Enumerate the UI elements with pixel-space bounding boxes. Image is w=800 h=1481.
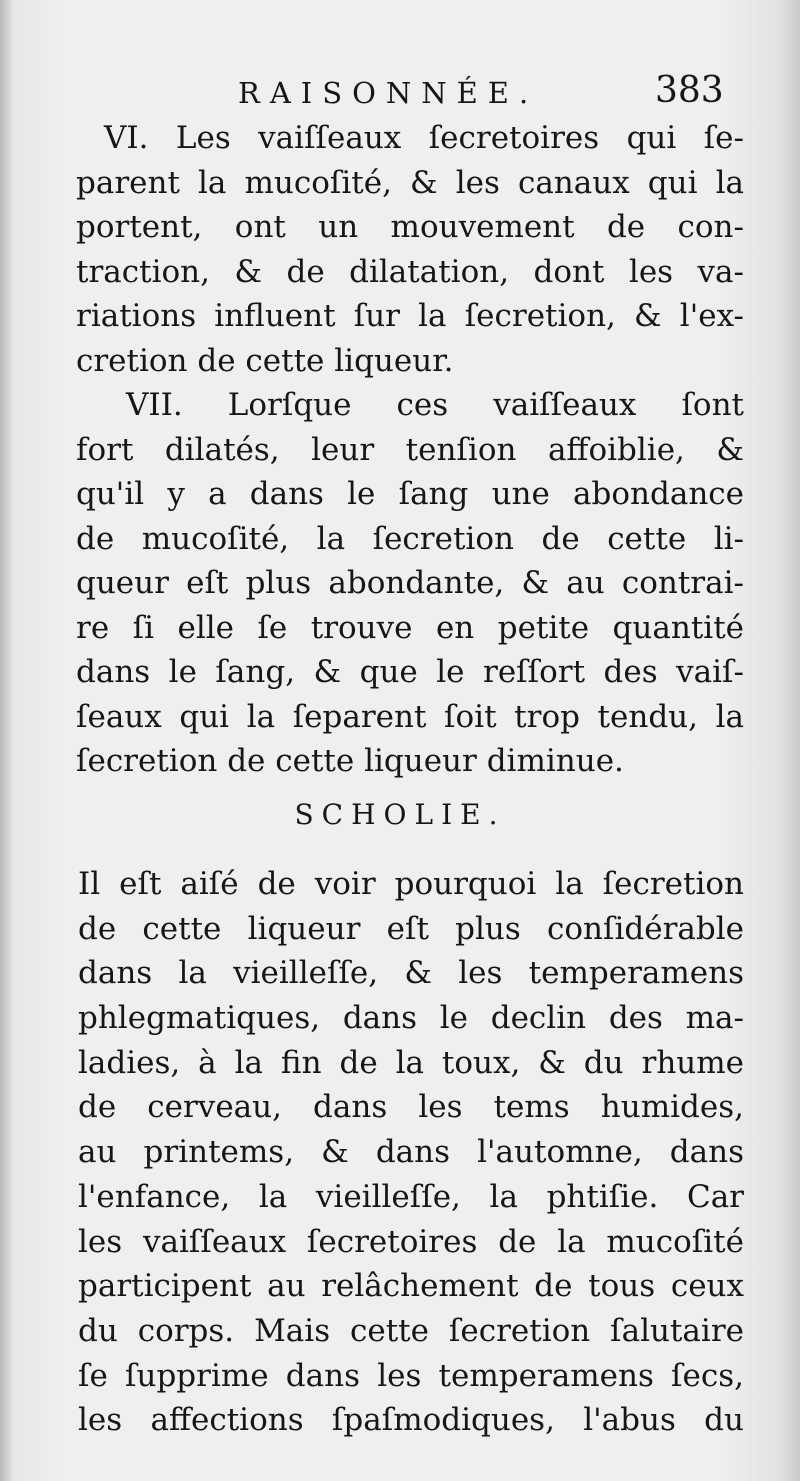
running-head-title: RAISONNÉE. [238,76,539,110]
text-line: VII. Lorſque ces vaiſſeaux ſont [126,387,744,423]
text-line: les affections ſpaſmodiques, l'abus du [78,1402,744,1439]
text-line: les vaiſſeaux ſecretoires de la mucoſité [78,1223,744,1260]
paragraph-vii [76,383,744,784]
text-line: ladies, à la fin de la toux, & du rhume [78,1044,744,1081]
text-line: participent au relâchement de tous ceux [78,1268,744,1305]
text-line: Il eſt aiſé de voir pourquoi la ſecretion [78,866,744,902]
section-heading: SCHOLIE. [294,798,506,831]
text-line: ſe ſupprime dans les temperamens ſecs, [78,1357,744,1394]
scholie-text [78,862,744,1443]
body-text [76,116,744,784]
text-line: ſecretion de cette liqueur diminue. [76,743,624,779]
running-head [0,70,800,122]
text-line: fort dilatés, leur tenſion affoiblie, & [76,431,744,468]
page-number: 383 [655,70,724,111]
text-line: VI. Les vaiſſeaux ſecretoires qui ſe- [104,120,744,156]
text-line: parent la mucoſité, & les canaux qui la [76,164,744,201]
text-line: re ſi elle ſe trouve en petite quantité [76,609,744,646]
text-line: de mucoſité, la ſecretion de cette li- [76,520,744,557]
text-line: phlegmatiques, dans le declin des ma- [78,1000,744,1037]
text-line: dans le ſang, & que le reſſort des vaiſ- [76,654,744,690]
text-line: queur eſt plus abondante, & au contrai- [76,565,744,601]
text-line: qu'il y a dans le ſang une abondance [76,476,744,512]
text-line: du corps. Mais cette ſecretion ſalutaire [78,1312,744,1349]
text-line: au printems, & dans l'automne, dans [78,1134,744,1171]
paragraph-vi [76,116,744,383]
text-line: riations influent ſur la ſecretion, & l'ex- [76,298,744,334]
text-line: ſeaux qui la ſeparent ſoit trop tendu, la [76,698,744,735]
text-line: de cette liqueur eſt plus conſidérable [78,910,744,947]
text-line: dans la vieilleſſe, & les temperamens [78,955,744,992]
text-line: portent, ont un mouvement de con- [76,209,744,245]
text-line: de cerveau, dans les tems humides, [78,1089,744,1126]
text-line: traction, & de dilatation, dont les va- [76,253,744,290]
text-line: cretion de cette liqueur. [76,342,454,379]
text-line: l'enfance, la vieilleſſe, la phtiſie. Car [78,1178,744,1215]
